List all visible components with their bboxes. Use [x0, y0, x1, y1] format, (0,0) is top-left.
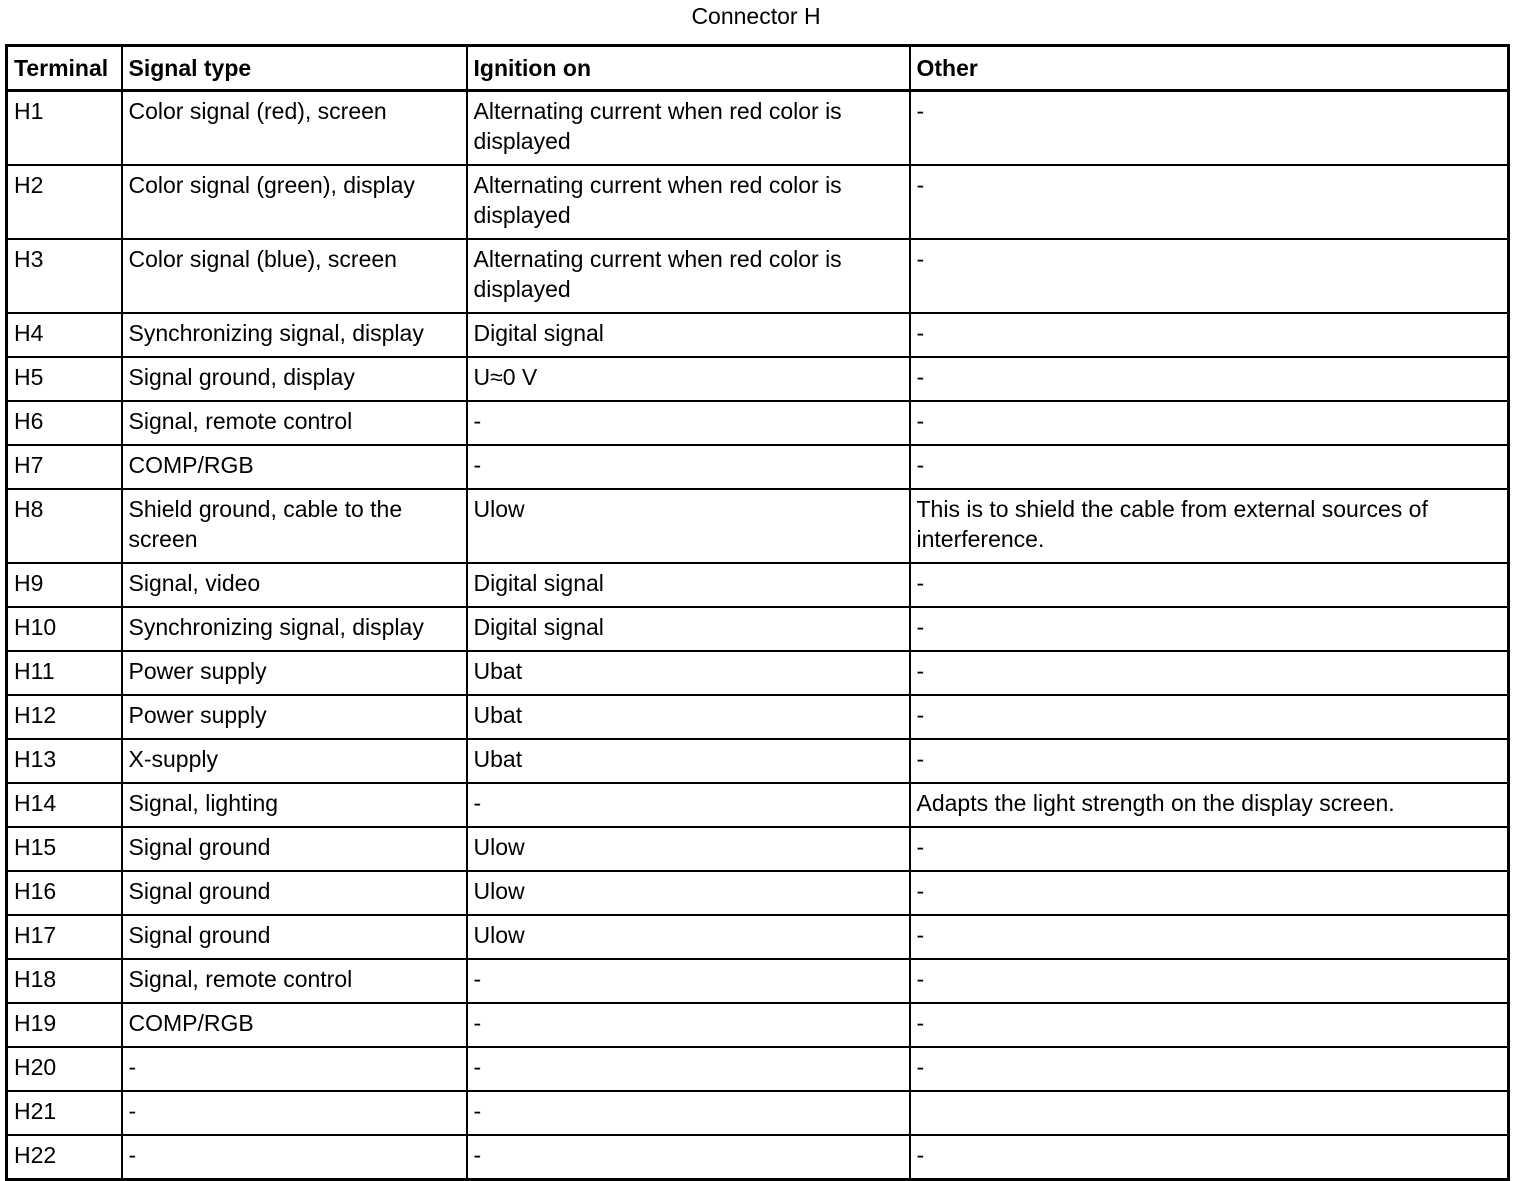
- cell-terminal: H14: [7, 783, 122, 827]
- cell-ignition-on: Digital signal: [467, 607, 910, 651]
- cell-other: -: [910, 695, 1509, 739]
- cell-signal-type: Power supply: [122, 695, 467, 739]
- cell-other: -: [910, 651, 1509, 695]
- cell-terminal: H10: [7, 607, 122, 651]
- cell-signal-type: Color signal (blue), screen: [122, 239, 467, 313]
- cell-ignition-on: Ulow: [467, 489, 910, 563]
- cell-ignition-on: -: [467, 401, 910, 445]
- cell-signal-type: -: [122, 1091, 467, 1135]
- cell-other: -: [910, 827, 1509, 871]
- cell-signal-type: Color signal (green), display: [122, 165, 467, 239]
- table-row: [7, 489, 1509, 563]
- cell-terminal: H22: [7, 1135, 122, 1180]
- cell-signal-type: Signal, lighting: [122, 783, 467, 827]
- cell-terminal: H5: [7, 357, 122, 401]
- cell-terminal: H17: [7, 915, 122, 959]
- column-header-signal-type: Signal type: [122, 46, 467, 91]
- connector-pin-table: [5, 44, 1510, 1181]
- table-row: [7, 871, 1509, 915]
- column-header-ignition-on: Ignition on: [467, 46, 910, 91]
- cell-ignition-on: Alternating current when red color is displayed: [467, 239, 910, 313]
- cell-terminal: H7: [7, 445, 122, 489]
- cell-signal-type: Signal ground: [122, 827, 467, 871]
- cell-ignition-on: Ubat: [467, 695, 910, 739]
- cell-signal-type: Signal, remote control: [122, 401, 467, 445]
- cell-ignition-on: -: [467, 1091, 910, 1135]
- table-row: [7, 239, 1509, 313]
- table-caption: Connector H: [691, 3, 821, 29]
- cell-terminal: H21: [7, 1091, 122, 1135]
- cell-terminal: H19: [7, 1003, 122, 1047]
- cell-signal-type: Signal, video: [122, 563, 467, 607]
- cell-other: -: [910, 1135, 1509, 1180]
- table-body: [7, 91, 1509, 1180]
- cell-other: -: [910, 915, 1509, 959]
- cell-ignition-on: Alternating current when red color is displayed: [467, 91, 910, 166]
- cell-signal-type: COMP/RGB: [122, 445, 467, 489]
- table-row: [7, 915, 1509, 959]
- cell-other: This is to shield the cable from external sources of interference.: [910, 489, 1509, 563]
- cell-terminal: H8: [7, 489, 122, 563]
- cell-signal-type: X-supply: [122, 739, 467, 783]
- cell-ignition-on: Ulow: [467, 827, 910, 871]
- cell-other: -: [910, 739, 1509, 783]
- table-row: [7, 739, 1509, 783]
- cell-ignition-on: U≈0 V: [467, 357, 910, 401]
- cell-ignition-on: -: [467, 959, 910, 1003]
- cell-terminal: H11: [7, 651, 122, 695]
- table-row: [7, 783, 1509, 827]
- cell-signal-type: COMP/RGB: [122, 1003, 467, 1047]
- cell-signal-type: Shield ground, cable to the screen: [122, 489, 467, 563]
- cell-other: -: [910, 313, 1509, 357]
- cell-other: -: [910, 91, 1509, 166]
- table-row: [7, 959, 1509, 1003]
- cell-other: -: [910, 165, 1509, 239]
- column-header-terminal: Terminal: [7, 46, 122, 91]
- cell-terminal: H15: [7, 827, 122, 871]
- table-row: [7, 563, 1509, 607]
- cell-ignition-on: Ubat: [467, 739, 910, 783]
- cell-other: [910, 1091, 1509, 1135]
- table-row: [7, 1003, 1509, 1047]
- table-row: [7, 401, 1509, 445]
- cell-signal-type: Synchronizing signal, display: [122, 607, 467, 651]
- table-row: [7, 357, 1509, 401]
- cell-signal-type: Signal ground, display: [122, 357, 467, 401]
- cell-terminal: H6: [7, 401, 122, 445]
- cell-other: -: [910, 1047, 1509, 1091]
- table-row: [7, 1135, 1509, 1180]
- cell-terminal: H4: [7, 313, 122, 357]
- cell-signal-type: Signal, remote control: [122, 959, 467, 1003]
- cell-ignition-on: Ulow: [467, 915, 910, 959]
- cell-ignition-on: Ulow: [467, 871, 910, 915]
- table-row: [7, 165, 1509, 239]
- cell-terminal: H13: [7, 739, 122, 783]
- table-row: [7, 695, 1509, 739]
- table-header-row: [7, 46, 1509, 91]
- cell-signal-type: Color signal (red), screen: [122, 91, 467, 166]
- cell-terminal: H12: [7, 695, 122, 739]
- cell-signal-type: Power supply: [122, 651, 467, 695]
- cell-terminal: H16: [7, 871, 122, 915]
- table-row: [7, 827, 1509, 871]
- cell-terminal: H3: [7, 239, 122, 313]
- cell-signal-type: Signal ground: [122, 915, 467, 959]
- cell-signal-type: Signal ground: [122, 871, 467, 915]
- cell-other: -: [910, 445, 1509, 489]
- cell-terminal: H18: [7, 959, 122, 1003]
- cell-other: -: [910, 871, 1509, 915]
- cell-terminal: H2: [7, 165, 122, 239]
- table-row: [7, 1047, 1509, 1091]
- cell-ignition-on: Ubat: [467, 651, 910, 695]
- table-row: [7, 445, 1509, 489]
- cell-other: -: [910, 357, 1509, 401]
- table-row: [7, 1091, 1509, 1135]
- cell-signal-type: Synchronizing signal, display: [122, 313, 467, 357]
- cell-ignition-on: -: [467, 1135, 910, 1180]
- cell-ignition-on: Alternating current when red color is displayed: [467, 165, 910, 239]
- cell-ignition-on: -: [467, 1047, 910, 1091]
- table-row: [7, 313, 1509, 357]
- cell-signal-type: -: [122, 1047, 467, 1091]
- cell-other: -: [910, 401, 1509, 445]
- cell-ignition-on: -: [467, 445, 910, 489]
- table-row: [7, 607, 1509, 651]
- cell-other: -: [910, 607, 1509, 651]
- cell-terminal: H20: [7, 1047, 122, 1091]
- cell-other: -: [910, 239, 1509, 313]
- cell-signal-type: -: [122, 1135, 467, 1180]
- table-row: [7, 91, 1509, 166]
- table-row: [7, 651, 1509, 695]
- cell-ignition-on: -: [467, 783, 910, 827]
- cell-other: -: [910, 1003, 1509, 1047]
- cell-ignition-on: Digital signal: [467, 563, 910, 607]
- cell-terminal: H9: [7, 563, 122, 607]
- cell-terminal: H1: [7, 91, 122, 166]
- cell-other: -: [910, 563, 1509, 607]
- cell-other: Adapts the light strength on the display screen.: [910, 783, 1509, 827]
- cell-ignition-on: -: [467, 1003, 910, 1047]
- cell-ignition-on: Digital signal: [467, 313, 910, 357]
- column-header-other: Other: [910, 46, 1509, 91]
- cell-other: -: [910, 959, 1509, 1003]
